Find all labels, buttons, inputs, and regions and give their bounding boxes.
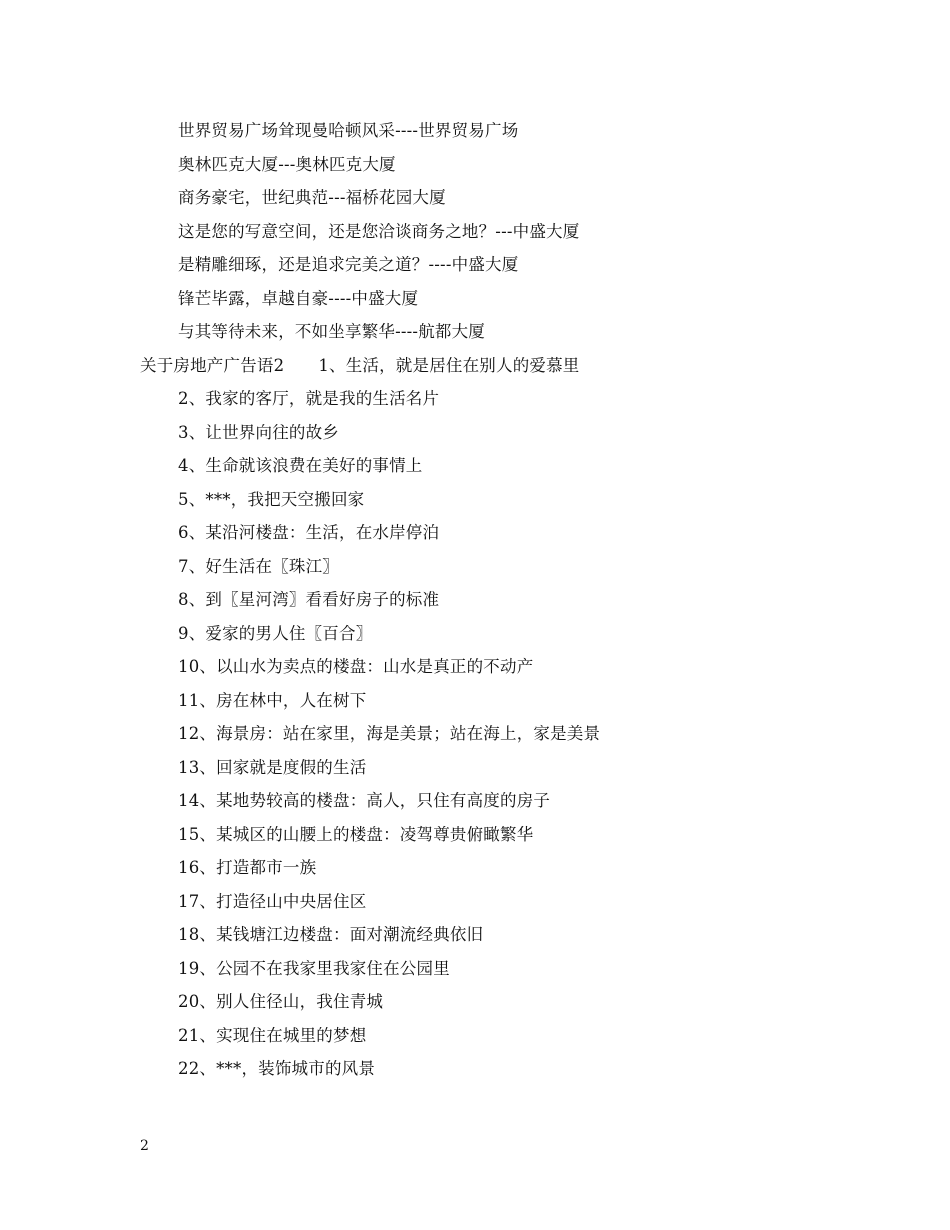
list-item: 5、***，我把天空搬回家 <box>178 489 365 509</box>
section-heading: 关于房地产广告语2 <box>140 355 285 375</box>
slogan-line: 奥林匹克大厦---奥林匹克大厦 <box>178 154 396 174</box>
list-item: 6、某沿河楼盘：生活，在水岸停泊 <box>178 523 440 542</box>
slogan-line: 是精雕细琢，还是追求完美之道？----中盛大厦 <box>178 255 519 274</box>
list-item: 10、以山水为卖点的楼盘：山水是真正的不动产 <box>178 657 534 676</box>
list-item: 20、别人住径山，我住青城 <box>178 992 384 1011</box>
list-item: 21、实现住在城里的梦想 <box>178 1025 367 1045</box>
page-number: 2 <box>140 1138 149 1154</box>
list-item: 13、回家就是度假的生活 <box>178 757 367 777</box>
list-item: 17、打造径山中央居住区 <box>178 891 367 911</box>
slogan-line: 世界贸易广场耸现曼哈顿风采----世界贸易广场 <box>178 121 519 140</box>
list-item: 11、房在林中，人在树下 <box>178 690 367 710</box>
list-item: 18、某钱塘江边楼盘：面对潮流经典依旧 <box>178 925 484 944</box>
list-item: 7、好生活在〖珠江〗 <box>178 556 339 576</box>
list-item: 4、生命就该浪费在美好的事情上 <box>178 456 423 475</box>
list-item-first: 1、生活，就是居住在别人的爱慕里 <box>318 355 580 375</box>
section-heading-row <box>140 349 900 383</box>
slogan-line: 这是您的写意空间，还是您洽谈商务之地？---中盛大厦 <box>178 221 580 241</box>
list-item: 12、海景房：站在家里，海是美景；站在海上，家是美景 <box>178 724 601 743</box>
list-item: 9、爱家的男人住〖百合〗 <box>178 623 373 643</box>
list-item: 3、让世界向往的故乡 <box>178 422 339 442</box>
list-item: 8、到〖星河湾〗看看好房子的标准 <box>178 590 440 609</box>
list-item: 19、公园不在我家里我家住在公园里 <box>178 958 450 978</box>
document-body <box>140 114 900 1086</box>
slogan-line: 与其等待未来，不如坐享繁华----航都大厦 <box>178 322 486 341</box>
slogan-list-1 <box>140 114 900 349</box>
list-item: 16、打造都市一族 <box>178 858 317 877</box>
list-item: 15、某城区的山腰上的楼盘：凌驾尊贵俯瞰繁华 <box>178 824 534 844</box>
slogan-line: 商务豪宅，世纪典范---福桥花园大厦 <box>178 188 446 207</box>
slogan-line: 锋芒毕露，卓越自豪----中盛大厦 <box>178 288 419 308</box>
list-item: 22、***，装饰城市的风景 <box>178 1059 376 1078</box>
list-item: 2、我家的客厅，就是我的生活名片 <box>178 389 440 408</box>
slogan-list-2 <box>140 382 900 1086</box>
list-item: 14、某地势较高的楼盘：高人，只住有高度的房子 <box>178 791 551 810</box>
